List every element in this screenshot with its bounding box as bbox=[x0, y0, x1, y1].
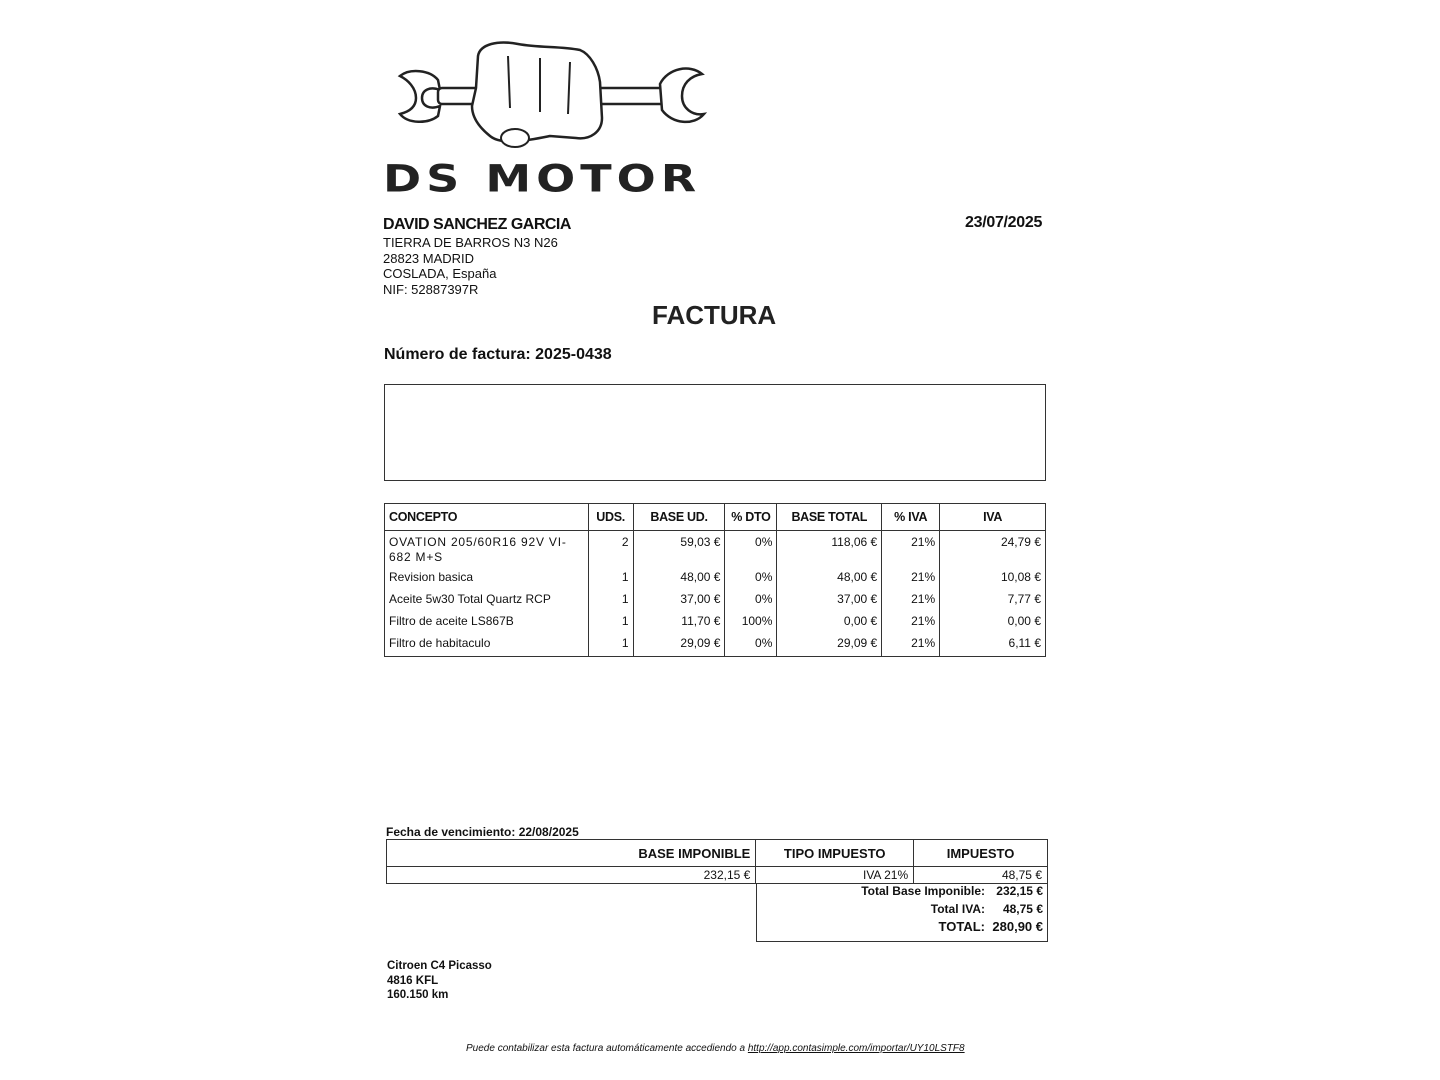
cell-iva: 7,77 € bbox=[940, 590, 1046, 612]
cell-base-ud: 29,09 € bbox=[633, 634, 725, 657]
cell-base-ud: 48,00 € bbox=[633, 568, 725, 590]
cell-iva: 0,00 € bbox=[940, 612, 1046, 634]
issuer-address-line2: 28823 MADRID bbox=[383, 250, 475, 266]
totals-box bbox=[756, 883, 1048, 942]
total-base-row bbox=[757, 883, 1047, 901]
invoice-date: 23/07/2025 bbox=[965, 214, 1043, 231]
vehicle-plate: 4816 KFL bbox=[387, 974, 439, 987]
header-tipo-impuesto: TIPO IMPUESTO bbox=[756, 840, 914, 867]
cell-concepto: Aceite 5w30 Total Quartz RCP bbox=[385, 590, 589, 612]
header-pct-iva: % IVA bbox=[882, 504, 940, 531]
invoice-number-value: 2025-0438 bbox=[535, 346, 612, 363]
cell-pct-iva: 21% bbox=[882, 531, 940, 569]
cell-uds: 1 bbox=[588, 590, 633, 612]
grand-total-row bbox=[757, 918, 1047, 936]
cell-iva: 24,79 € bbox=[940, 531, 1046, 569]
table-row bbox=[385, 612, 1046, 634]
cell-base-total: 48,00 € bbox=[777, 568, 882, 590]
cell-dto: 0% bbox=[725, 531, 777, 569]
cell-uds: 1 bbox=[588, 634, 633, 657]
vehicle-info bbox=[387, 959, 492, 1003]
cell-pct-iva: 21% bbox=[882, 612, 940, 634]
cell-dto: 0% bbox=[725, 634, 777, 657]
cell-base-ud: 59,03 € bbox=[633, 531, 725, 569]
issuer-address-line1: TIERRA DE BARROS N3 N26 bbox=[383, 235, 558, 250]
cell-iva: 6,11 € bbox=[940, 634, 1046, 657]
header-iva: IVA bbox=[940, 504, 1046, 531]
cell-base-total: 0,00 € bbox=[777, 612, 882, 634]
invoice-number-label: Número de factura: bbox=[384, 346, 531, 363]
cell-pct-iva: 21% bbox=[882, 568, 940, 590]
cell-dto: 0% bbox=[725, 568, 777, 590]
cell-impuesto: 48,75 € bbox=[914, 867, 1048, 884]
cell-pct-iva: 21% bbox=[882, 590, 940, 612]
table-row bbox=[385, 590, 1046, 612]
cell-uds: 1 bbox=[588, 568, 633, 590]
total-base-label: Total Base Imponible: bbox=[861, 884, 985, 898]
cell-concepto: Filtro de aceite LS867B bbox=[385, 612, 589, 634]
items-table bbox=[384, 503, 1046, 657]
document-title: FACTURA bbox=[652, 300, 777, 330]
tax-summary-table bbox=[386, 839, 1048, 884]
cell-concepto: OVATION 205/60R16 92V VI-682 M+S bbox=[385, 531, 589, 569]
client-box bbox=[384, 384, 1046, 481]
cell-base-total: 29,09 € bbox=[777, 634, 882, 657]
invoice-number bbox=[384, 346, 612, 364]
total-iva-row bbox=[757, 901, 1047, 919]
cell-concepto: Revision basica bbox=[385, 568, 589, 590]
header-impuesto: IMPUESTO bbox=[914, 840, 1048, 867]
table-row bbox=[385, 531, 1046, 569]
cell-base-ud: 11,70 € bbox=[633, 612, 725, 634]
cell-base-total: 118,06 € bbox=[777, 531, 882, 569]
footer-note-text: Puede contabilizar esta factura automáticamente accediendo a bbox=[466, 1043, 748, 1054]
table-row bbox=[387, 867, 1048, 884]
total-iva-value: 48,75 € bbox=[1002, 901, 1043, 916]
grand-total-value: 280,90 € bbox=[992, 919, 1043, 934]
cell-dto: 0% bbox=[725, 590, 777, 612]
cell-iva: 10,08 € bbox=[940, 568, 1046, 590]
table-row bbox=[385, 634, 1046, 657]
cell-base-total: 37,00 € bbox=[777, 590, 882, 612]
cell-uds: 1 bbox=[588, 612, 633, 634]
vehicle-model: Citroen C4 Picasso bbox=[387, 960, 492, 972]
header-concepto: CONCEPTO bbox=[385, 504, 589, 531]
header-base-total: BASE TOTAL bbox=[777, 504, 882, 531]
cell-base-ud: 37,00 € bbox=[633, 590, 725, 612]
issuer-nif: NIF: 52887397R bbox=[383, 281, 479, 297]
header-dto: % DTO bbox=[725, 504, 777, 531]
total-base-value: 232,15 € bbox=[996, 884, 1043, 898]
cell-concepto: Filtro de habitaculo bbox=[385, 634, 589, 657]
footer-note bbox=[466, 1043, 965, 1054]
header-uds: UDS. bbox=[588, 504, 633, 531]
items-table-header bbox=[385, 504, 1046, 531]
contasimple-import-link[interactable]: http://app.contasimple.com/importar/UY10LSTF8 bbox=[747, 1043, 965, 1054]
issuer-address-line3: COSLADA, España bbox=[383, 266, 497, 281]
issuer-block bbox=[383, 215, 571, 297]
header-base-ud: BASE UD. bbox=[633, 504, 725, 531]
cell-dto: 100% bbox=[725, 612, 777, 634]
issuer-name: DAVID SANCHEZ GARCIA bbox=[383, 216, 571, 233]
due-date: Fecha de vencimiento: 22/08/2025 bbox=[386, 825, 579, 839]
vehicle-mileage: 160.150 km bbox=[387, 989, 449, 1001]
table-row bbox=[385, 568, 1046, 590]
cell-tipo-impuesto: IVA 21% bbox=[756, 867, 914, 884]
cell-base-imponible: 232,15 € bbox=[387, 867, 756, 884]
cell-pct-iva: 21% bbox=[882, 634, 940, 657]
total-iva-label: Total IVA: bbox=[930, 901, 985, 916]
header-base-imponible: BASE IMPONIBLE bbox=[387, 840, 756, 867]
company-logo-text: DS MOTOR bbox=[383, 156, 702, 201]
cell-uds: 2 bbox=[588, 531, 633, 569]
grand-total-label: TOTAL: bbox=[938, 919, 985, 934]
tax-table-header bbox=[387, 840, 1048, 867]
